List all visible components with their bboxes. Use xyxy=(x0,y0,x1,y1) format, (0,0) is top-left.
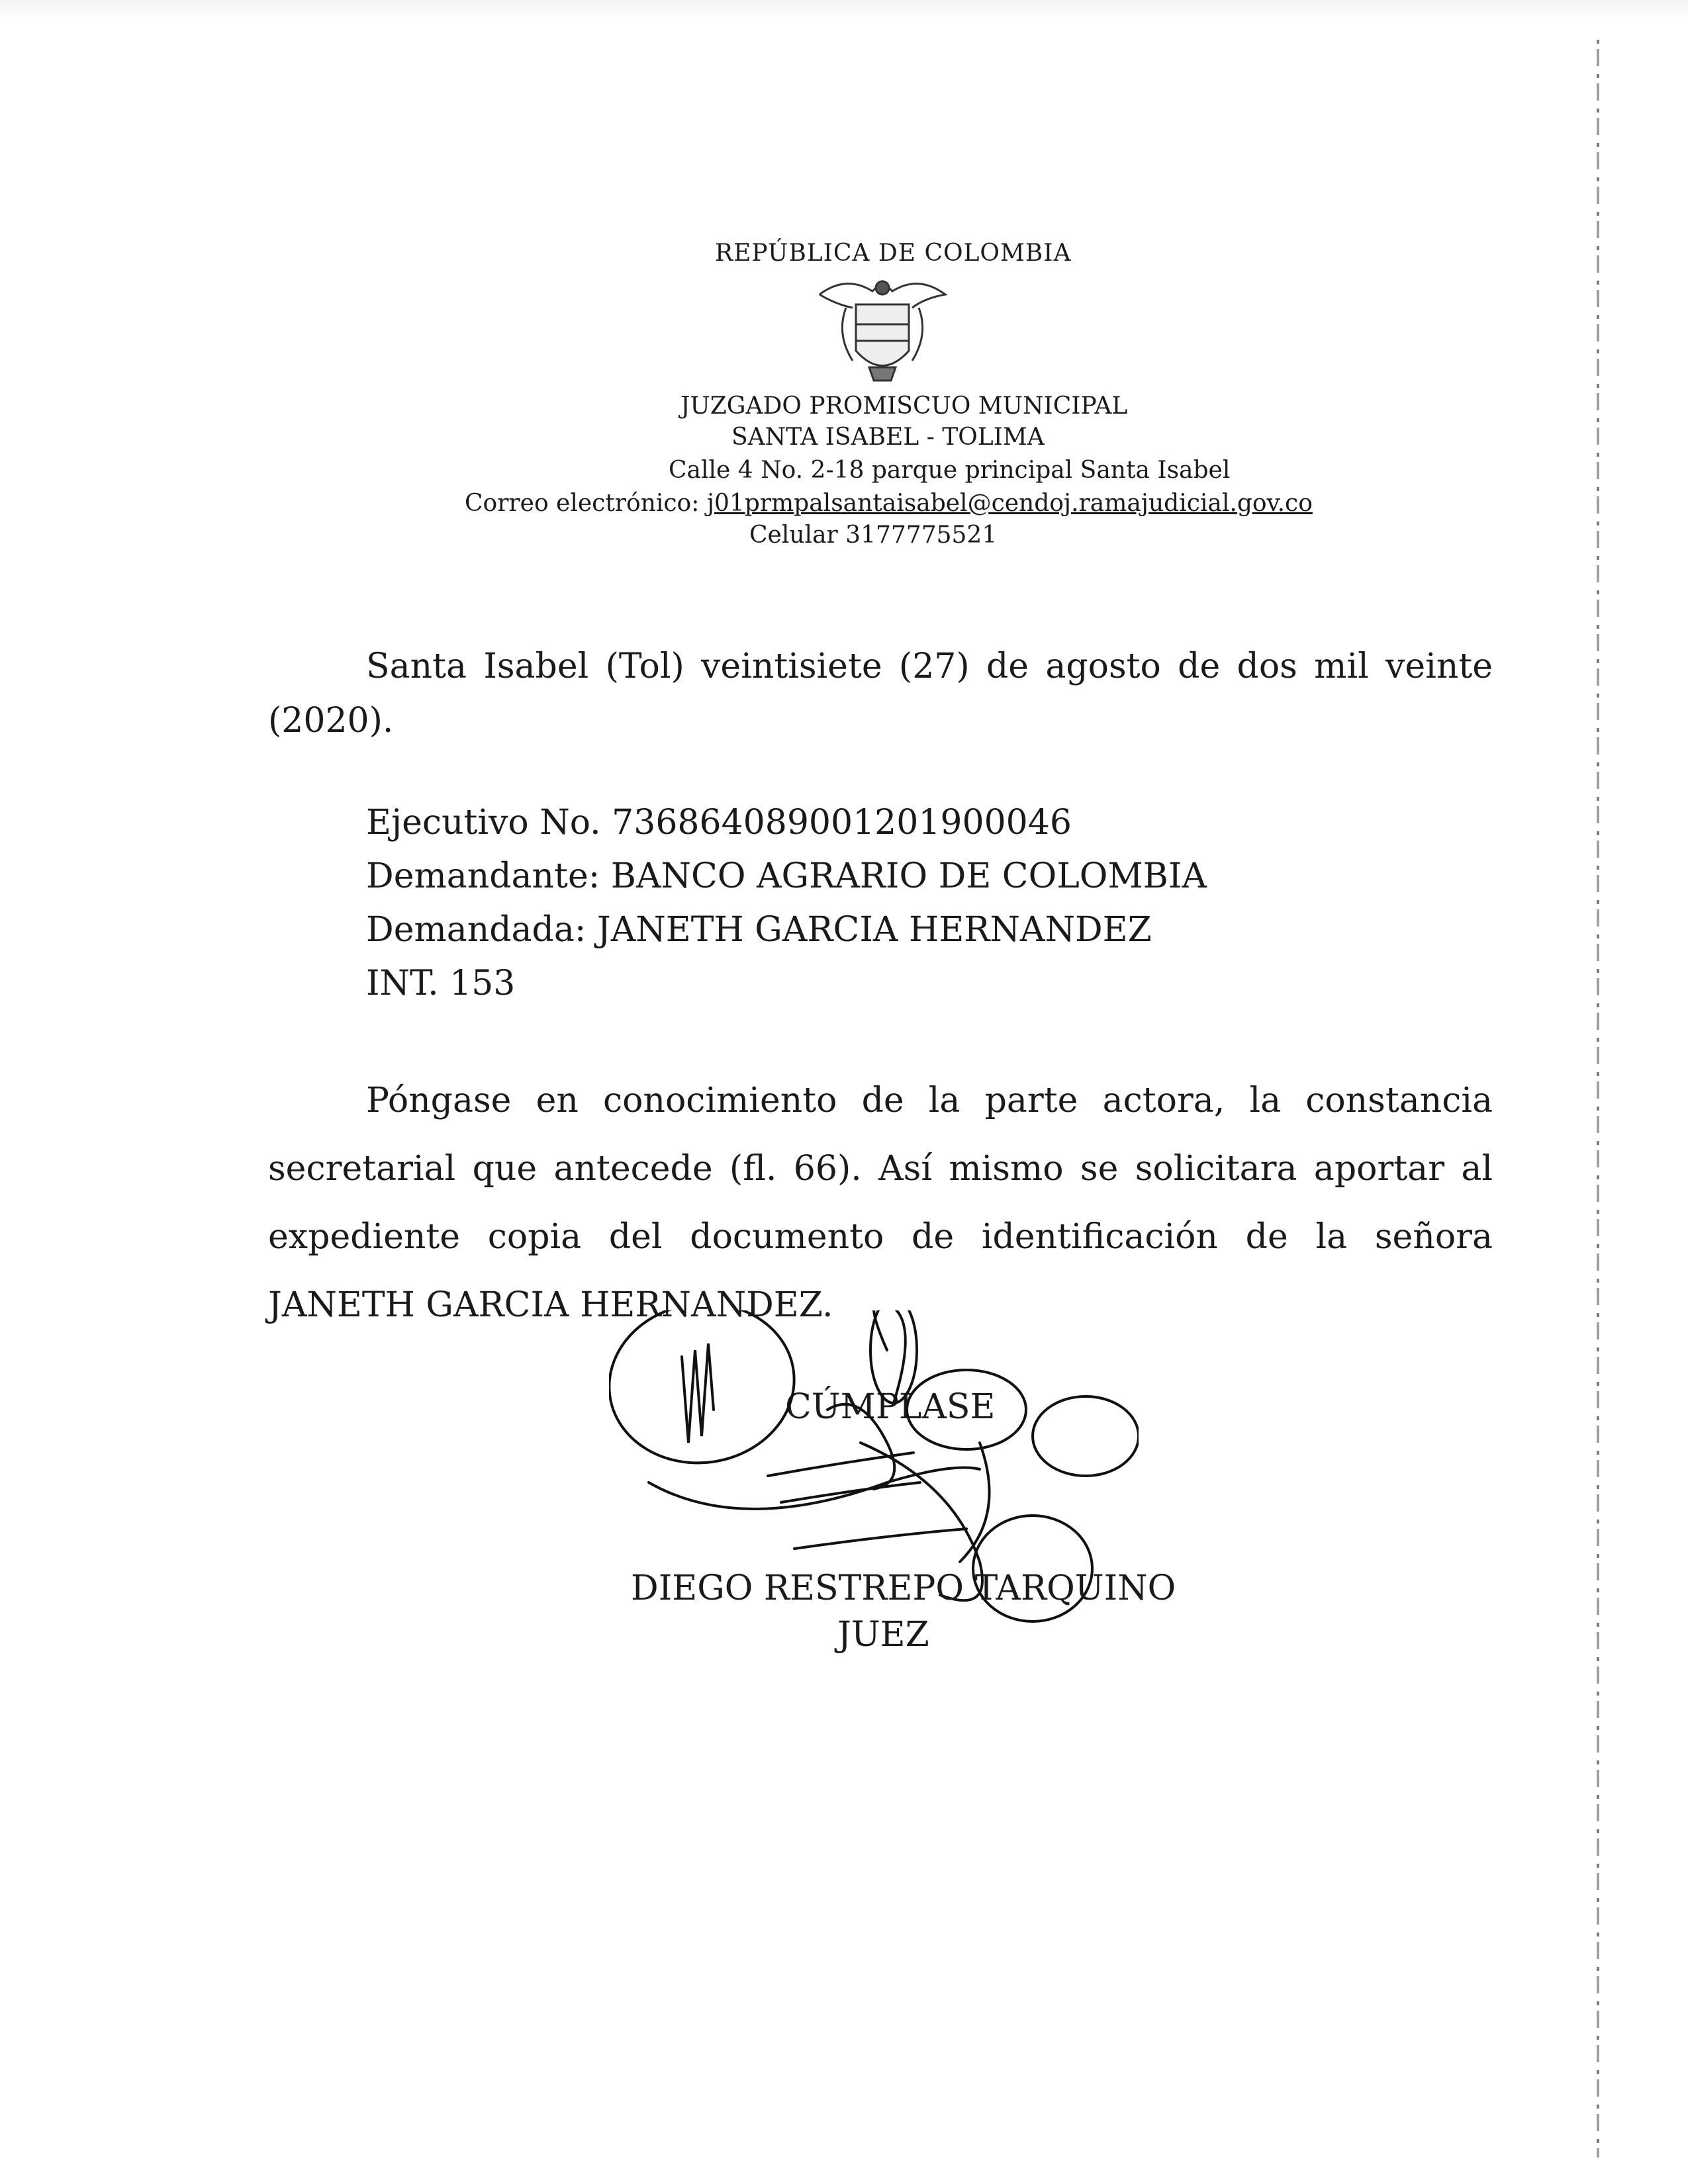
court-address: Calle 4 No. 2-18 parque principal Santa Isabel xyxy=(669,457,1231,484)
country-heading: REPÚBLICA DE COLOMBIA xyxy=(715,240,1072,267)
court-email-line xyxy=(465,490,1313,517)
court-name: JUZGADO PROMISCUO MUNICIPAL xyxy=(680,392,1128,420)
court-city: SANTA ISABEL - TOLIMA xyxy=(731,424,1045,451)
coat-of-arms-icon xyxy=(806,268,959,387)
internal-number: INT. 153 xyxy=(366,964,516,1003)
defendant: Demandada: JANETH GARCIA HERNANDEZ xyxy=(366,910,1152,950)
case-details xyxy=(366,796,1207,1011)
order-paragraph: Póngase en conocimiento de la parte actora, la constancia secretarial que antecede (fl. 66). Así mismo se solicitara aportar al expediente copia del documento de identificación de la señora JANETH GARCIA HERNANDEZ. xyxy=(268,1081,1493,1325)
email-link[interactable]: j01prmpalsantaisabel@cendoj.ramajudicial.gov.co xyxy=(706,490,1313,517)
signer-name: DIEGO RESTREPO TARQUINO xyxy=(631,1569,1176,1608)
case-number: Ejecutivo No. 73686408900120190004​6 xyxy=(366,803,1072,842)
signer-title: JUEZ xyxy=(837,1615,929,1655)
scan-edge-top xyxy=(0,0,1688,19)
closing-word: CÚMPLASE xyxy=(785,1387,996,1427)
plaintiff: Demandante: BANCO AGRARIO DE COLOMBIA xyxy=(366,856,1207,896)
scan-edge-right xyxy=(1597,40,1599,2158)
court-phone: Celular 3177775521 xyxy=(749,522,998,549)
date-line: Santa Isabel (Tol) veintisiete (27) de agosto de dos mil veinte (2020). xyxy=(268,647,1493,741)
email-label: Correo electrónico: xyxy=(465,490,707,517)
